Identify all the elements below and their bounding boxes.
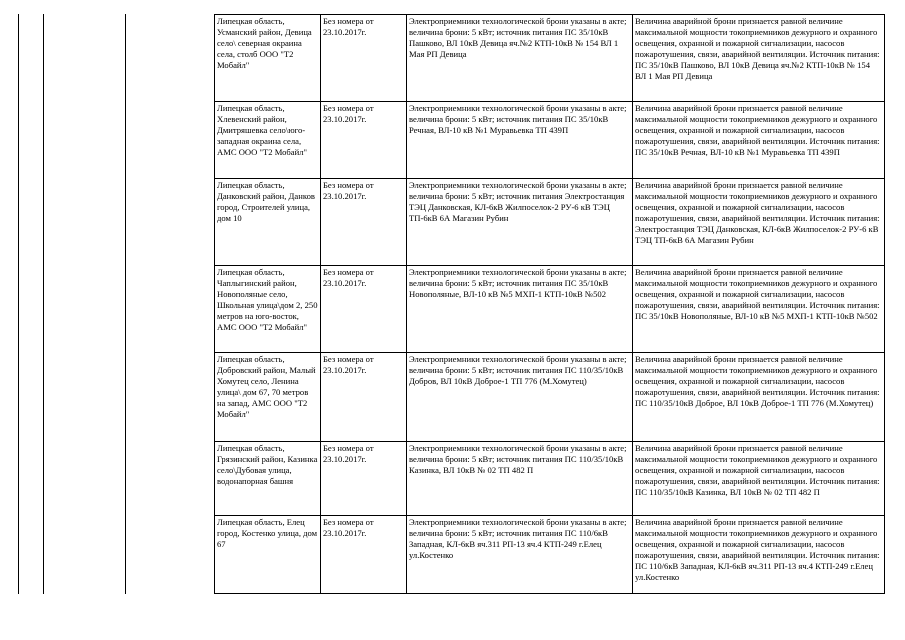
- table-row: [215, 102, 885, 179]
- emergency-cell: Величина аварийной брони признается равной величине максимальной мощности токоприемников дежурного и охранного освещения, охранной и пожарной сигнализации, насосов пожаротушения, связи, аварийной вентиляции. Источник питания: ПС 110/35/10кВ Доброе, ВЛ 10кВ Доброе-1 ТП 776 (М.Хомутец): [633, 353, 885, 442]
- address-cell: Липецкая область, Чаплыгинский район, Новополяные село, Школьная улица\дом 2, 250 метров на юго-восток, АМС ООО "Т2 Мобайл": [215, 266, 321, 353]
- emergency-cell: Величина аварийной брони признается равной величине максимальной мощности токоприемников дежурного и охранного освещения, охранной и пожарной сигнализации, насосов пожаротушения, связи, аварийной вентиляции. Источник питания: Электростанция ТЭЦ Данковская, КЛ-6кВ Жилпоселок-2 РУ-6 кВ ТЭЦ ТП-6кВ 6А Магазин Рубин: [633, 179, 885, 266]
- table-row: [215, 353, 885, 442]
- margin-rule-3: [125, 14, 126, 594]
- reserve-table: [214, 14, 885, 594]
- document-cell: Без номера от 23.10.2017г.: [321, 266, 407, 353]
- emergency-cell: Величина аварийной брони признается равной величине максимальной мощности токоприемников дежурного и охранного освещения, охранной и пожарной сигнализации, насосов пожаротушения, связи, аварийной вентиляции. Источник питания: ПС 110/35/10кВ Казинка, ВЛ 10кВ № 02 ТП 482 П: [633, 442, 885, 516]
- reserve-cell: Электроприемники технологической брони указаны в акте; величина брони: 5 кВт; источник питания ПС 110/35/10кВ Добров, ВЛ 10кВ Доброе-1 ТП 776 (М.Хомутец): [407, 353, 633, 442]
- table-row: [215, 442, 885, 516]
- address-cell: Липецкая область, Елец город, Костенко улица, дом 67: [215, 516, 321, 594]
- address-cell: Липецкая область, Усманский район, Девица село\ северная окраина села, столб ООО "Т2 Мобайл": [215, 15, 321, 102]
- emergency-cell: Величина аварийной брони признается равной величине максимальной мощности токоприемников дежурного и охранного освещения, охранной и пожарной сигнализации, насосов пожаротушения, связи, аварийной вентиляции. Источник питания: ПС 35/10кВ Новополяные, ВЛ-10 кВ №5 МХП-1 КТП-10кВ №502: [633, 266, 885, 353]
- reserve-cell: Электроприемники технологической брони указаны в акте; величина брони: 5 кВт; источник питания ПС 110/35/10кВ Казинка, ВЛ 10кВ № 02 ТП 482 П: [407, 442, 633, 516]
- document-cell: Без номера от 23.10.2017г.: [321, 102, 407, 179]
- margin-rule-1: [18, 14, 19, 594]
- address-cell: Липецкая область, Добровский район, Малый Хомутец село, Ленина улица\ дом 67, 70 метров на запад, АМС ООО "Т2 Мобайл": [215, 353, 321, 442]
- document-cell: Без номера от 23.10.2017г.: [321, 442, 407, 516]
- table-row: [215, 15, 885, 102]
- reserve-cell: Электроприемники технологической брони указаны в акте; величина брони: 5 кВт; источник питания ПС 35/10кВ Речная, ВЛ-10 кВ №1 Муравьевка ТП 439П: [407, 102, 633, 179]
- address-cell: Липецкая область, Хлевенский район, Дмитряшевка село\юго-западная окраина села, АМС ООО "Т2 Мобайл": [215, 102, 321, 179]
- emergency-cell: Величина аварийной брони признается равной величине максимальной мощности токоприемников дежурного и охранного освещения, охранной и пожарной сигнализации, насосов пожаротушения, связи, аварийной вентиляции. Источник питания: ПС 110/6кВ Западная, КЛ-6кВ яч.311 РП-13 яч.4 КТП-249 г.Елец ул.Костенко: [633, 516, 885, 594]
- reserve-cell: Электроприемники технологической брони указаны в акте; величина брони: 5 кВт; источник питания Электростанция ТЭЦ Данковская, КЛ-6кВ Жилпоселок-2 РУ-6 кВ ТЭЦ ТП-6кВ 6А Магазин Рубин: [407, 179, 633, 266]
- document-cell: Без номера от 23.10.2017г.: [321, 516, 407, 594]
- emergency-cell: Величина аварийной брони признается равной величине максимальной мощности токоприемников дежурного и охранного освещения, охранной и пожарной сигнализации, насосов пожаротушения, связи, аварийной вентиляции. Источник питания: ПС 35/10кВ Речная, ВЛ-10 кВ №1 Муравьевка ТП 439П: [633, 102, 885, 179]
- reserve-cell: Электроприемники технологической брони указаны в акте; величина брони: 5 кВт; источник питания ПС 110/6кВ Западная, КЛ-6кВ яч.311 РП-13 яч.4 КТП-249 г.Елец ул.Костенко: [407, 516, 633, 594]
- table-row: [215, 266, 885, 353]
- address-cell: Липецкая область, Грязинский район, Казинка село\Дубовая улица, водонапорная башня: [215, 442, 321, 516]
- reserve-cell: Электроприемники технологической брони указаны в акте; величина брони: 5 кВт; источник питания ПС 35/10кВ Пашково, ВЛ 10кВ Девица яч.№2 КТП-10кВ № 154 ВЛ 1 Мая РП Девица: [407, 15, 633, 102]
- document-cell: Без номера от 23.10.2017г.: [321, 15, 407, 102]
- document-cell: Без номера от 23.10.2017г.: [321, 179, 407, 266]
- table-row: [215, 179, 885, 266]
- margin-rule-2: [43, 14, 44, 594]
- emergency-cell: Величина аварийной брони признается равной величине максимальной мощности токоприемников дежурного и охранного освещения, охранной и пожарной сигнализации, насосов пожаротушения, связи, аварийной вентиляции. Источник питания: ПС 35/10кВ Пашково, ВЛ 10кВ Девица яч.№2 КТП-10кВ № 154 ВЛ 1 Мая РП Девица: [633, 15, 885, 102]
- reserve-cell: Электроприемники технологической брони указаны в акте; величина брони: 5 кВт; источник питания ПС 35/10кВ Новополяные, ВЛ-10 кВ №5 МХП-1 КТП-10кВ №502: [407, 266, 633, 353]
- address-cell: Липецкая область, Данковский район, Данков город, Строителей улица, дом 10: [215, 179, 321, 266]
- table-row: [215, 516, 885, 594]
- document-cell: Без номера от 23.10.2017г.: [321, 353, 407, 442]
